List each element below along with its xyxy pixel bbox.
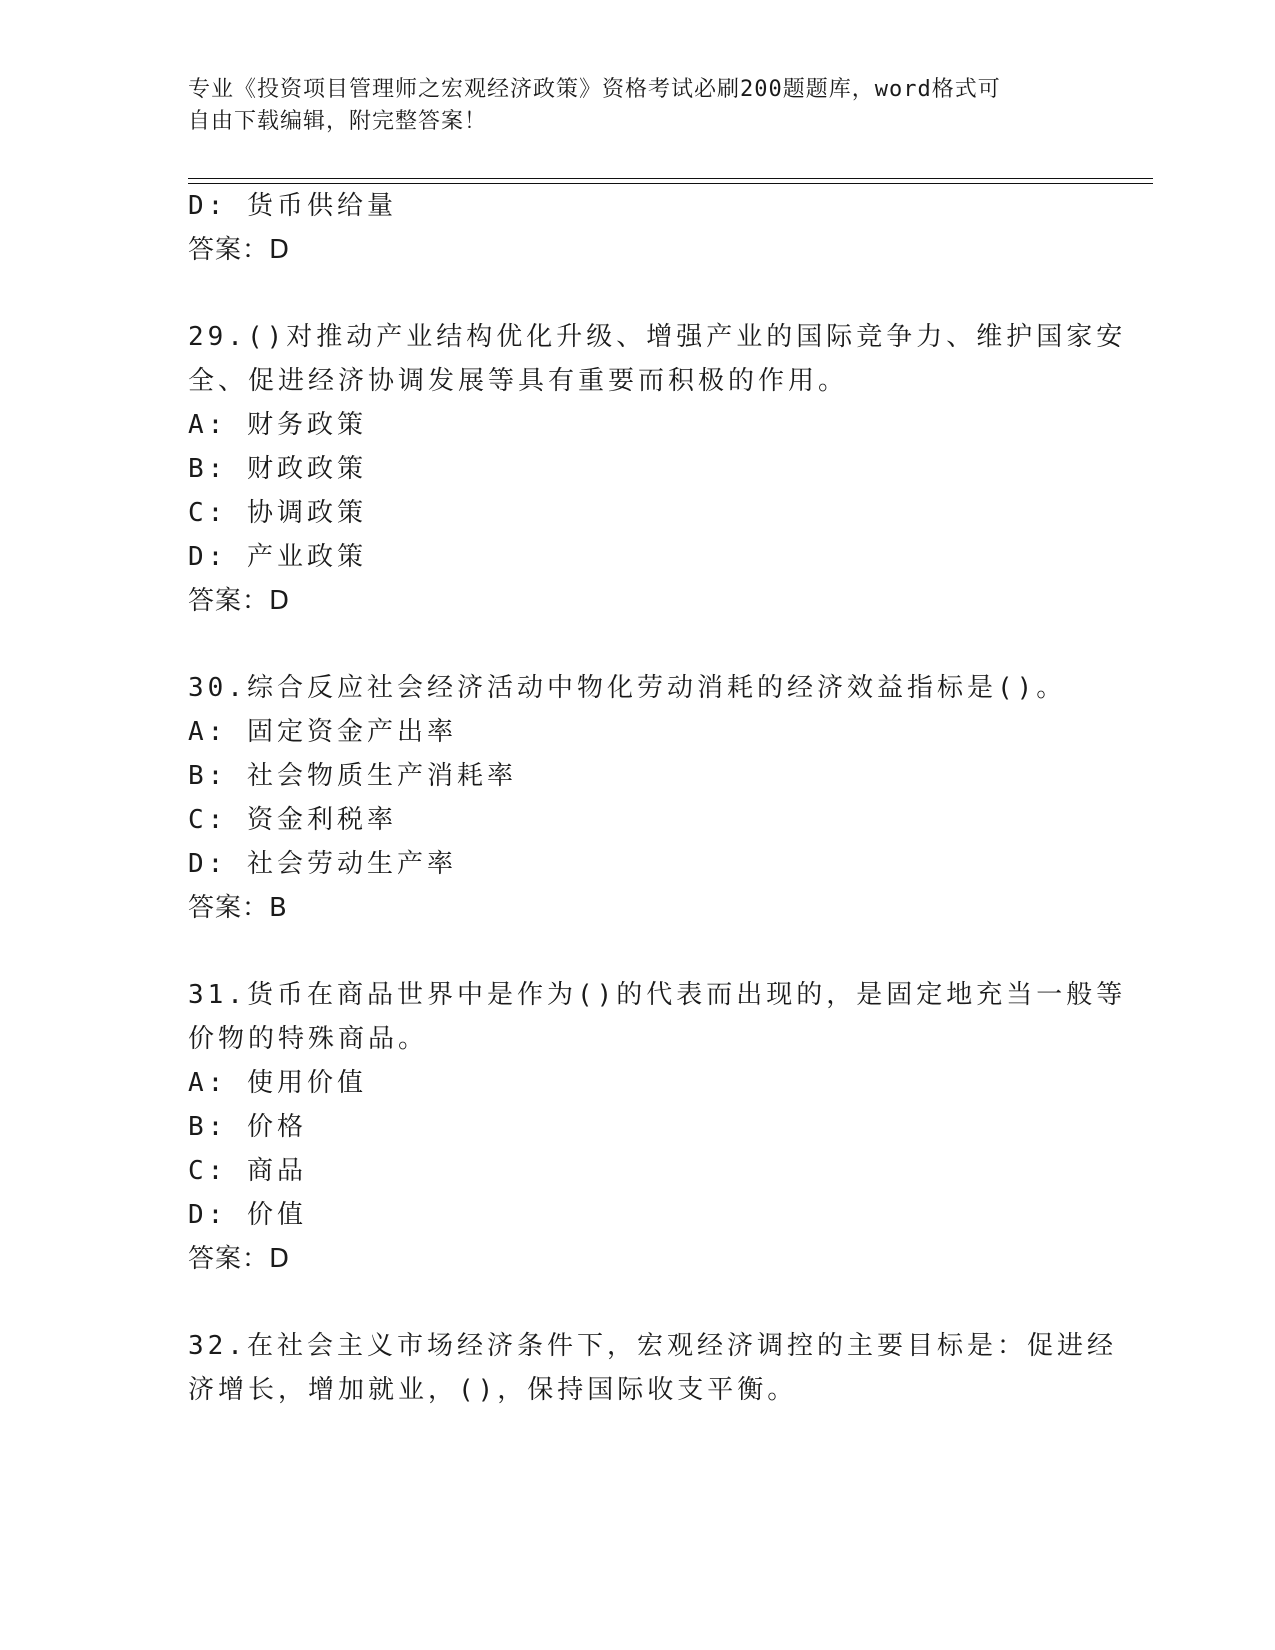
q30-answer: 答案：B (188, 893, 288, 923)
q31-option-a: A: 使用价值 (188, 1068, 367, 1098)
q29-option-b: B: 财政政策 (188, 454, 367, 484)
q30-option-d: D: 社会劳动生产率 (188, 849, 457, 879)
prev-option-d: D: 货币供给量 (188, 191, 397, 221)
q29-stem-line-2: 全、促进经济协调发展等具有重要而积极的作用。 (188, 366, 849, 396)
header-divider-top (188, 178, 1153, 179)
header-line-1: 专业《投资项目管理师之宏观经济政策》资格考试必刷200题题库，word格式可 (188, 77, 1001, 102)
prev-answer: 答案：D (188, 235, 291, 265)
q31-stem-line-2: 价物的特殊商品。 (188, 1024, 429, 1054)
header-line-2: 自由下载编辑，附完整答案！ (188, 109, 488, 134)
q29-answer: 答案：D (188, 586, 291, 616)
q32-stem-line-2: 济增长，增加就业，()，保持国际收支平衡。 (188, 1375, 798, 1405)
q30-stem-line-1: 30.综合反应社会经济活动中物化劳动消耗的经济效益指标是()。 (188, 673, 1067, 703)
q31-answer: 答案：D (188, 1244, 291, 1274)
q31-option-d: D: 价值 (188, 1200, 307, 1230)
q30-option-a: A: 固定资金产出率 (188, 717, 457, 747)
document-header (188, 74, 1068, 138)
q29-option-d: D: 产业政策 (188, 542, 367, 572)
q29-option-a: A: 财务政策 (188, 410, 367, 440)
q31-stem-line-1: 31.货币在商品世界中是作为()的代表而出现的，是固定地充当一般等 (188, 980, 1127, 1010)
q31-option-c: C: 商品 (188, 1156, 307, 1186)
q32-stem-line-1: 32.在社会主义市场经济条件下，宏观经济调控的主要目标是：促进经 (188, 1331, 1117, 1361)
q29-option-c: C: 协调政策 (188, 498, 367, 528)
q30-option-b: B: 社会物质生产消耗率 (188, 761, 517, 791)
q31-option-b: B: 价格 (188, 1112, 307, 1142)
q29-stem-line-1: 29.()对推动产业结构优化升级、增强产业的国际竞争力、维护国家安 (188, 322, 1127, 352)
q30-option-c: C: 资金利税率 (188, 805, 397, 835)
